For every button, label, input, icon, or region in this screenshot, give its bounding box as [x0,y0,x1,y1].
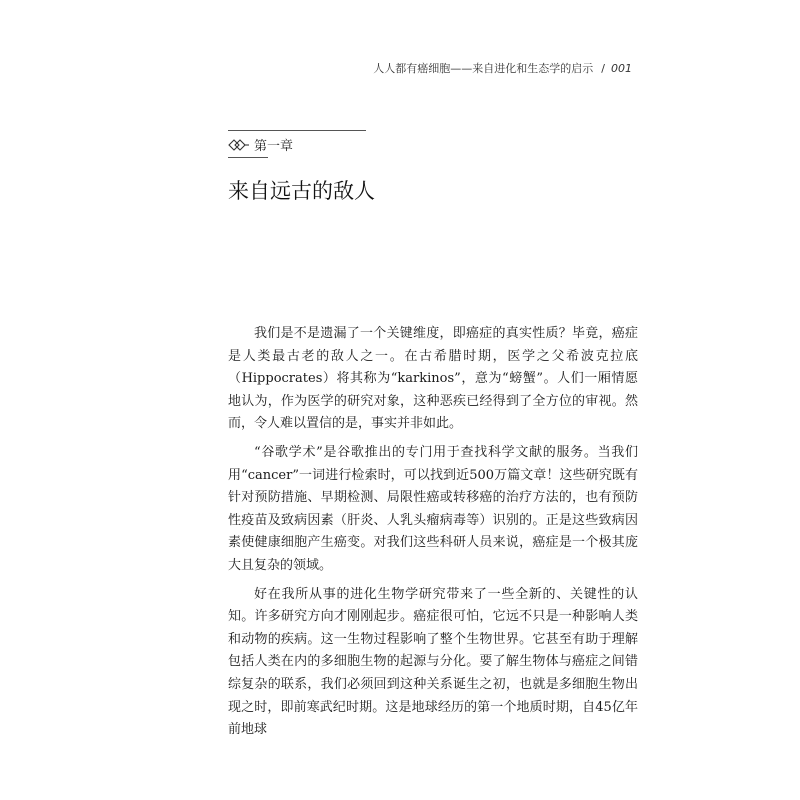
body-text [228,323,638,748]
running-header [373,60,632,76]
diamond-ornament-icon [228,138,254,152]
chapter-number: 第一章 [254,139,294,154]
chapter-top-rule [228,130,366,131]
header-separator: / [601,62,605,75]
paragraph: 好在我所从事的进化生物学研究带来了一些全新的、关键性的认知。许多研究方向才刚刚起步。癌症很可怕，它远不只是一种影响人类和动物的疾病。这一生物过程影响了整个生物世界。它甚至有助于理解包括人类在内的多细胞生物的起源与分化。要了解生物体与癌症之间错综复杂的联系，我们必须回到这种关系诞生之初，也就是多细胞生物出现之时，即前寒武纪时期。这是地球经历的第一个地质时期，自45亿年前地球 [228,586,638,738]
running-title: 人人都有癌细胞——来自进化和生态学的启示 [373,62,594,75]
chapter-title: 来自远古的敌人 [228,179,375,203]
page-number: 001 [611,62,632,75]
chapter-label [228,135,293,154]
paragraph: “谷歌学术”是谷歌推出的专门用于查找科学文献的服务。当我们用“cancer”一词进行检索时，可以找到近500万篇文章！这些研究既有针对预防措施、早期检测、局限性癌或转移癌的治疗方法的，也有预防性疫苗及致病因素（肝炎、人乳头瘤病毒等）识别的。正是这些致病因素使健康细胞产生癌变。对我们这些科研人员来说，癌症是一个极其庞大且复杂的领域。 [228,444,638,573]
chapter-underline [228,157,268,158]
paragraph: 我们是不是遗漏了一个关键维度，即癌症的真实性质？毕竟，癌症是人类最古老的敌人之一。在古希腊时期，医学之父希波克拉底（Hippocrates）将其称为“karkinos”，意为“螃蟹”。人们一厢情愿地认为，作为医学的研究对象，这种恶疾已经得到了全方位的审视。然而，令人难以置信的是，事实并非如此。 [228,326,638,432]
